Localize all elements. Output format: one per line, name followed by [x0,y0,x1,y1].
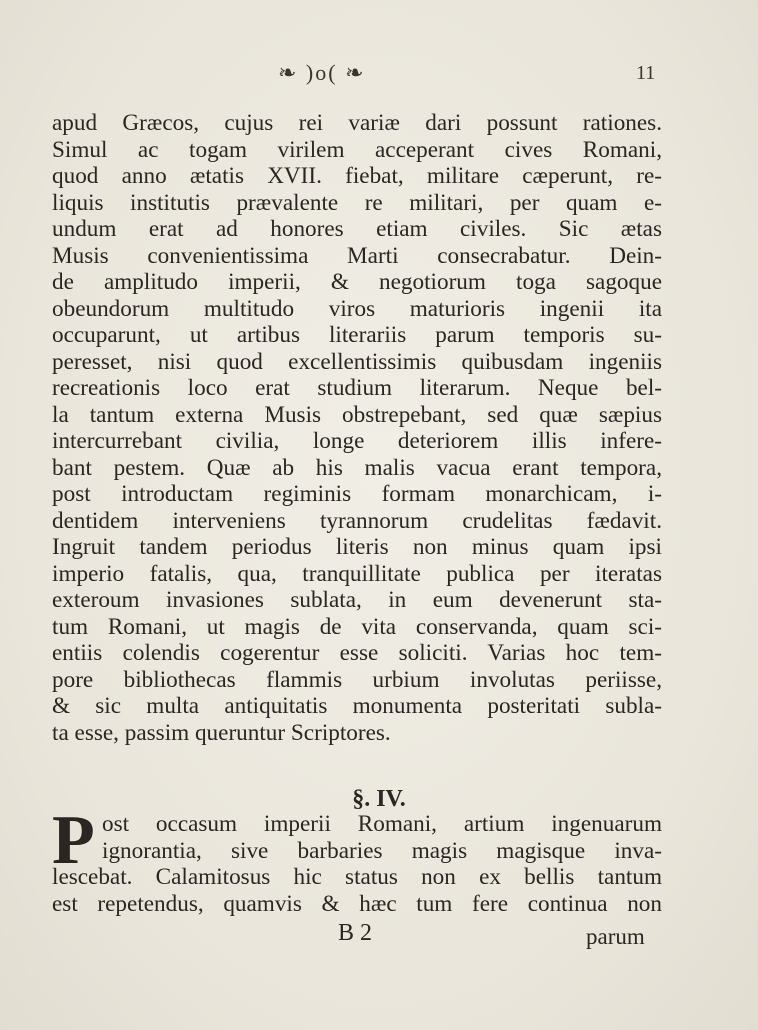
text-line: Musis convenientissima Marti consecrabatur. Dein- [52,242,662,269]
text-line: de amplitudo imperii, & negotiorum toga sagoque [52,269,662,295]
text-line: Ingruit tandem periodus literis non minus quam ipsi [52,534,662,560]
text-line: dentidem interveniens tyrannorum crudelitas fædavit. [52,507,662,534]
page-footer [0,920,758,960]
text-line: apud Græcos, cujus rei variæ dari possunt rationes. [52,110,662,136]
text-line: intercurrebant civilia, longe deteriorem illis infere- [52,428,662,454]
text-line: est repetendus, quamvis & hæc tum fere continua non [52,890,662,917]
text-line: ost occasum imperii Romani, artium ingenuarum [102,811,662,837]
text-line: la tantum externa Musis obstrepebant, sed quæ sæpius [52,401,662,428]
catchword: parum [586,924,645,949]
paragraph-1 [52,110,662,746]
text-line: ta esse, passim queruntur Scriptores. [52,719,391,746]
text-line: quod anno ætatis XVII. fiebat, militare cæperunt, re- [52,163,662,189]
text-line: imperio fatalis, qua, tranquillitate publica per iteratas [52,560,662,587]
section-heading: §. IV. [352,786,406,812]
text-line: undum erat ad honores etiam civiles. Sic ætas [52,216,662,242]
paragraph-2 [52,802,662,917]
page-header [0,60,758,90]
text-line: lescebat. Calamitosus hic status non ex bellis tantum [52,864,662,890]
text-line: liquis institutis prævalente re militari, per quam e- [52,189,662,216]
text-line: Simul ac togam virilem acceperant cives Romani, [52,136,662,163]
text-line: ignorantia, sive barbaries magis magisque inva- [102,837,662,864]
text-line: obeundorum multitudo viros maturioris ingenii ita [52,295,662,322]
text-line: peresset, nisi quod excellentissimis quibusdam ingeniis [52,348,662,375]
text-line: & sic multa antiquitatis monumenta posteritati subla- [52,693,662,719]
page-number: 11 [636,62,656,84]
text-line: recreationis loco erat studium literarum. Neque bel- [52,375,662,401]
header-ornament: ❧ )o( ❧ [278,60,366,85]
drop-cap: P [52,802,95,879]
text-line: tum Romani, ut magis de vita conservanda, quam sci- [52,613,662,640]
text-line: exteroum invasiones sublata, in eum devenerunt sta- [52,587,662,613]
text-line: occuparunt, ut artibus literariis parum temporis su- [52,322,662,348]
text-line: post introductam regiminis formam monarchicam, i- [52,481,662,507]
text-line: pore bibliothecas flammis urbium involutas periisse, [52,666,662,693]
signature-mark: B 2 [338,920,373,946]
text-line: entiis colendis cogerentur esse soliciti. Varias hoc tem- [52,640,662,666]
text-line: bant pestem. Quæ ab his malis vacua erant tempora, [52,454,662,481]
